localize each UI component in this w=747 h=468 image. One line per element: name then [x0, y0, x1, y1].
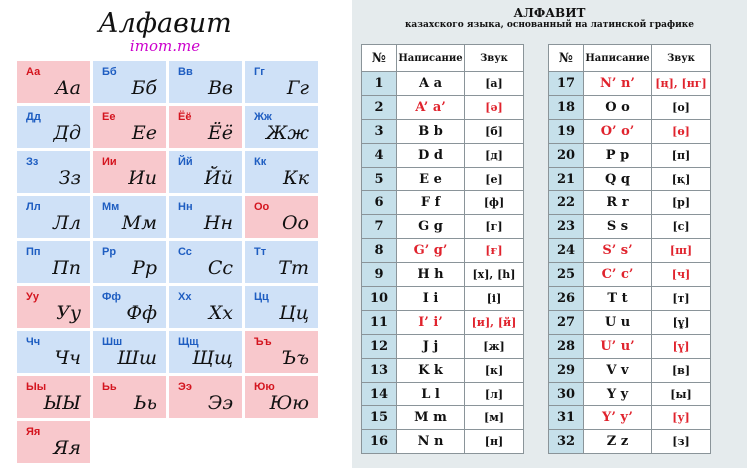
row-sound: [т] [652, 287, 711, 311]
row-number: 32 [549, 430, 584, 454]
letter-script: Шш [117, 347, 157, 369]
row-number: 27 [549, 310, 584, 334]
row-sound: [л] [465, 382, 524, 406]
table-row [549, 143, 711, 167]
letter-print: Пп [26, 246, 41, 258]
letter-cell [17, 286, 90, 328]
row-number: 25 [549, 263, 584, 287]
letter-script: Ёё [207, 122, 233, 144]
letter-script: Аа [55, 77, 81, 99]
table-row [549, 167, 711, 191]
row-number: 7 [362, 215, 397, 239]
letter-print: Сс [178, 246, 192, 258]
letter-script: Оо [281, 212, 309, 234]
letter-script: Йй [204, 167, 233, 189]
row-sound: [п] [652, 143, 711, 167]
letter-script: Сс [207, 257, 233, 279]
row-writing: I’ i’ [397, 310, 465, 334]
letter-cell [169, 106, 242, 148]
cyrillic-alphabet-title: Алфавит [98, 8, 232, 39]
row-writing: J j [397, 334, 465, 358]
row-writing: U’ u’ [584, 334, 652, 358]
letter-cell [245, 106, 318, 148]
table-row [549, 334, 711, 358]
row-sound: [б] [465, 119, 524, 143]
row-sound: [в] [652, 358, 711, 382]
letter-cell [17, 151, 90, 193]
letter-cell [169, 286, 242, 328]
header-sound: Звук [652, 45, 711, 72]
letter-script: Зз [58, 167, 81, 189]
table-row [549, 310, 711, 334]
row-writing: K k [397, 358, 465, 382]
letter-print: Ъъ [254, 336, 272, 348]
letter-script: Бб [131, 77, 157, 99]
row-writing: Z z [584, 430, 652, 454]
table-row [549, 406, 711, 430]
row-number: 17 [549, 72, 584, 96]
table-row [362, 215, 524, 239]
alphabet-table-right [548, 44, 711, 454]
letter-cell [17, 196, 90, 238]
letter-script: Лл [53, 212, 81, 234]
row-writing: V v [584, 358, 652, 382]
letter-print: Цц [254, 291, 269, 303]
letter-cell [93, 196, 166, 238]
row-sound: [з] [652, 430, 711, 454]
row-writing: S’ s’ [584, 239, 652, 263]
row-writing: N n [397, 430, 465, 454]
row-writing: Y y [584, 382, 652, 406]
table-row [362, 239, 524, 263]
letter-print: Кк [254, 156, 267, 168]
row-sound: [м] [465, 406, 524, 430]
row-sound: [н] [465, 430, 524, 454]
row-number: 19 [549, 119, 584, 143]
table-row [549, 263, 711, 287]
letter-print: Гг [254, 66, 265, 78]
row-sound: [ө] [652, 119, 711, 143]
row-writing: O’ o’ [584, 119, 652, 143]
row-number: 12 [362, 334, 397, 358]
table-row [549, 382, 711, 406]
letter-cell [169, 331, 242, 373]
letter-cell [93, 286, 166, 328]
letter-print: Уу [26, 291, 39, 303]
letter-print: Вв [178, 66, 193, 78]
table-row [549, 239, 711, 263]
letter-print: Дд [26, 111, 41, 123]
row-number: 18 [549, 95, 584, 119]
table-row [549, 95, 711, 119]
latin-alphabet-title: АЛФАВИТ [513, 6, 586, 20]
row-sound: [ү] [652, 334, 711, 358]
letter-script: Уу [56, 302, 81, 324]
letter-cell [93, 241, 166, 283]
row-number: 31 [549, 406, 584, 430]
table-row [549, 358, 711, 382]
letter-cell [93, 151, 166, 193]
letter-script: Пп [52, 257, 81, 279]
letter-cell [93, 106, 166, 148]
letter-cell [169, 196, 242, 238]
letter-script: Хх [208, 302, 233, 324]
cyrillic-alphabet-panel [0, 0, 330, 468]
letter-cell [245, 151, 318, 193]
letter-print: Фф [102, 291, 122, 303]
row-writing: G’ g’ [397, 239, 465, 263]
letter-cell [93, 61, 166, 103]
row-sound: [с] [652, 215, 711, 239]
header-number: № [362, 45, 397, 72]
row-sound: [у] [652, 406, 711, 430]
table-row [362, 334, 524, 358]
table-row [549, 119, 711, 143]
letter-print: Йй [178, 156, 193, 168]
row-sound: [р] [652, 191, 711, 215]
row-writing: R r [584, 191, 652, 215]
cyrillic-letter-grid [17, 61, 317, 463]
row-number: 21 [549, 167, 584, 191]
letter-print: Хх [178, 291, 192, 303]
row-writing: N’ n’ [584, 72, 652, 96]
table-row [362, 72, 524, 96]
letter-print: Мм [102, 201, 120, 213]
table-row [362, 191, 524, 215]
table-row [362, 382, 524, 406]
row-sound: [ң], [нг] [652, 72, 711, 96]
row-number: 26 [549, 287, 584, 311]
letter-cell [245, 286, 318, 328]
letter-print: Ее [102, 111, 116, 123]
row-writing: Q q [584, 167, 652, 191]
alphabet-table-left [361, 44, 524, 454]
letter-script: Кк [282, 167, 309, 189]
letter-print: Юю [254, 381, 275, 393]
letter-cell [17, 331, 90, 373]
row-sound: [ф] [465, 191, 524, 215]
row-number: 28 [549, 334, 584, 358]
letter-cell [17, 106, 90, 148]
row-number: 4 [362, 143, 397, 167]
row-sound: [д] [465, 143, 524, 167]
row-sound: [и], [й] [465, 310, 524, 334]
header-sound: Звук [465, 45, 524, 72]
row-number: 13 [362, 358, 397, 382]
header-writing: Написание [397, 45, 465, 72]
letter-script: Чч [54, 347, 81, 369]
row-number: 20 [549, 143, 584, 167]
letter-script: Щщ [192, 347, 233, 369]
row-number: 24 [549, 239, 584, 263]
table-row [362, 119, 524, 143]
row-sound: [к] [465, 358, 524, 382]
table-row [549, 430, 711, 454]
letter-cell [93, 376, 166, 418]
table-row [549, 191, 711, 215]
row-writing: T t [584, 287, 652, 311]
letter-print: Нн [178, 201, 193, 213]
row-sound: [а] [465, 72, 524, 96]
letter-print: Жж [254, 111, 272, 123]
row-number: 23 [549, 215, 584, 239]
table-row [362, 95, 524, 119]
row-writing: E e [397, 167, 465, 191]
letter-print: Ии [102, 156, 117, 168]
letter-cell [17, 421, 90, 463]
row-writing: A a [397, 72, 465, 96]
row-number: 9 [362, 263, 397, 287]
row-number: 2 [362, 95, 397, 119]
row-writing: O o [584, 95, 652, 119]
table-row [362, 143, 524, 167]
letter-cell [17, 376, 90, 418]
letter-script: Яя [53, 437, 81, 459]
table-row [362, 167, 524, 191]
letter-print: Чч [26, 336, 41, 348]
row-writing: I i [397, 287, 465, 311]
letter-print: Зз [26, 156, 39, 168]
header-writing: Написание [584, 45, 652, 72]
table-row [362, 287, 524, 311]
letter-script: Ии [128, 167, 157, 189]
letter-script: Нн [203, 212, 233, 234]
row-number: 8 [362, 239, 397, 263]
row-sound: [ч] [652, 263, 711, 287]
letter-print: Ыы [26, 381, 47, 393]
letter-print: Шш [102, 336, 123, 348]
row-writing: U u [584, 310, 652, 334]
letter-script: Жж [266, 122, 309, 144]
row-writing: L l [397, 382, 465, 406]
letter-script: Ээ [207, 392, 233, 414]
row-number: 15 [362, 406, 397, 430]
letter-script: Рр [132, 257, 157, 279]
row-writing: A’ a’ [397, 95, 465, 119]
letter-print: Аа [26, 66, 41, 78]
row-sound: [қ] [652, 167, 711, 191]
row-number: 30 [549, 382, 584, 406]
row-number: 5 [362, 167, 397, 191]
letter-print: Яя [26, 426, 41, 438]
latin-alphabet-subtitle: казахского языка, основанный на латинской графике [404, 20, 695, 30]
header-number: № [549, 45, 584, 72]
letter-print: Ёё [178, 111, 192, 123]
letter-script: Ъъ [281, 347, 309, 369]
letter-print: Ьь [102, 381, 117, 393]
row-writing: B b [397, 119, 465, 143]
letter-cell [245, 196, 318, 238]
table-row [362, 358, 524, 382]
row-writing: M m [397, 406, 465, 430]
table-row [362, 263, 524, 287]
letter-print: Рр [102, 246, 117, 258]
letter-print: Ээ [178, 381, 192, 393]
letter-script: Ьь [133, 392, 157, 414]
row-writing: P p [584, 143, 652, 167]
letter-cell [169, 151, 242, 193]
letter-script: Юю [269, 392, 309, 414]
letter-print: Щщ [178, 336, 199, 348]
table-row [362, 310, 524, 334]
row-number: 22 [549, 191, 584, 215]
row-number: 29 [549, 358, 584, 382]
letter-script: Тт [278, 257, 309, 279]
row-sound: [і] [465, 287, 524, 311]
letter-print: Бб [102, 66, 117, 78]
letter-cell [17, 61, 90, 103]
letter-script: Вв [207, 77, 233, 99]
row-writing: Y’ y’ [584, 406, 652, 430]
row-sound: [г] [465, 215, 524, 239]
letter-cell [245, 331, 318, 373]
letter-cell [169, 376, 242, 418]
row-writing: F f [397, 191, 465, 215]
row-sound: [ш] [652, 239, 711, 263]
letter-script: Гг [286, 77, 309, 99]
row-sound: [х], [һ] [465, 263, 524, 287]
row-number: 1 [362, 72, 397, 96]
row-sound: [ж] [465, 334, 524, 358]
row-sound: [ә] [465, 95, 524, 119]
table-header-row [362, 45, 524, 72]
letter-cell [245, 61, 318, 103]
letter-cell [245, 376, 318, 418]
row-sound: [о] [652, 95, 711, 119]
row-number: 16 [362, 430, 397, 454]
letter-cell [169, 241, 242, 283]
table-row [362, 406, 524, 430]
row-sound: [ғ] [465, 239, 524, 263]
site-name: imom.me [129, 37, 201, 55]
table-row [549, 287, 711, 311]
row-writing: S s [584, 215, 652, 239]
row-number: 3 [362, 119, 397, 143]
table-header-row [549, 45, 711, 72]
row-writing: D d [397, 143, 465, 167]
row-sound: [ұ] [652, 310, 711, 334]
row-number: 11 [362, 310, 397, 334]
letter-script: Цц [279, 302, 309, 324]
row-writing: C’ c’ [584, 263, 652, 287]
table-row [362, 430, 524, 454]
letter-script: Фф [126, 302, 157, 324]
letter-print: Лл [26, 201, 41, 213]
row-writing: H h [397, 263, 465, 287]
row-sound: [е] [465, 167, 524, 191]
letter-cell [169, 61, 242, 103]
letter-script: Ее [131, 122, 157, 144]
latin-kazakh-alphabet-panel [352, 0, 747, 468]
table-row [549, 215, 711, 239]
letter-cell [93, 331, 166, 373]
row-number: 10 [362, 287, 397, 311]
letter-cell [245, 241, 318, 283]
row-number: 14 [362, 382, 397, 406]
letter-cell [17, 241, 90, 283]
row-sound: [ы] [652, 382, 711, 406]
row-writing: G g [397, 215, 465, 239]
letter-script: ЫЫ [43, 392, 81, 414]
letter-print: Тт [254, 246, 267, 258]
letter-script: Дд [53, 122, 81, 144]
letter-script: Мм [121, 212, 157, 234]
letter-print: Оо [254, 201, 270, 213]
table-row [549, 72, 711, 96]
row-number: 6 [362, 191, 397, 215]
